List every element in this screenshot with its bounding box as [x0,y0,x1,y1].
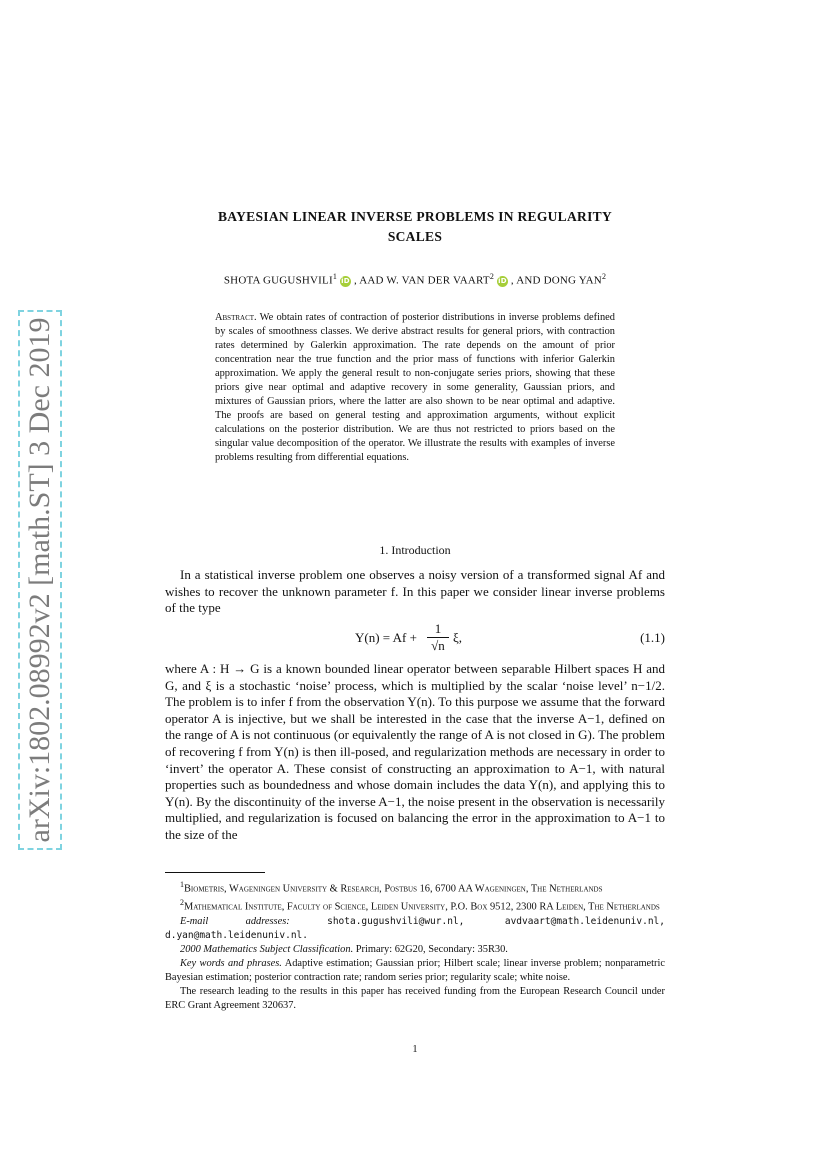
intro-paragraph-1: In a statistical inverse problem one observes a noisy version of a transformed signal Af and wishes to recover the unknown parameter f. In this paper we consider linear inverse problems of the type [165,567,665,616]
abstract-text: We obtain rates of contraction of posterior distributions in inverse problems defined by scales of smoothness classes. We derive abstract results for general priors, with contraction rates determined by Galerkin approximation. The rate depends on the amount of prior concentration near the true function and the prior mass of functions with inferior Galerkin approximation. We apply the general result to non-conjugate series priors, showing that these priors give near optimal and adaptive recovery in some generality, Gaussian priors, and mixtures of Gaussian priors, where the latter are also shown to be near optimal and adaptive. The proofs are based on general testing and approximation arguments, without explicit calculations on the posterior distribution. We are thus not restricted to priors based on the singular value decomposition of the operator. We illustrate the results with examples of inverse problems resulting from differential equations. [215,312,615,463]
title-line-2: SCALES [387,229,443,244]
equation-tail: ξ, [453,630,463,645]
arxiv-stamp [10,310,70,850]
footnote-1: $^1$Biometris, Wageningen University & Research, Postbus 16, 6700 AA Wageningen, The Netherlands [180,880,603,895]
orcid-icon[interactable]: iD [341,276,350,285]
intro-paragraph-2: where A : H → G is a known bounded linear operator between separable Hilbert spaces H and G, and ξ is a stochastic ‘noise’ process, which is multiplied by the scalar ‘noise level’ n−1/2. The problem is to infer f from the observation Y(n). To this purpose we assume that the forward operator A is injective, but we shall be interested in the case that the inverse A−1, defined on the range of A is not continuous (or equivalently the range of A is not closed in G). The problem of recovering f from Y(n) is then ill-posed, and regularization methods are necessary in order to ‘invert’ the operator A. These consist of constructing an approximation to A−1, with natural properties such as boundedness and whose domain includes the data Y(n), and applying this to Y(n). By the discontinuity of the inverse A−1, the noise present in the observation is necessarily multiplied, and regularization is focused on balancing the error in the approximation to A−1 to the size of the [165,661,665,842]
abstract [215,311,615,465]
equation-lhs: Y(n) = Af + [355,630,417,645]
footnotes [165,878,665,1013]
page-number: 1 [412,1044,418,1055]
footnote-2: $^2$Mathematical Institute, Faculty of Science, Leiden University, P.O. Box 9512, 2300 RA Leiden, The Netherlands [180,898,660,913]
msc-classification: 2000 Mathematics Subject Classification. Primary: 62G20, Secondary: 35R30. [180,943,508,955]
equation-number: (1.1) [640,630,665,645]
paper-title [165,207,665,247]
author-line: SHOTA GUGUSHVILI$^1$ iD , AAD W. VAN DER VAART$^2$ iD , AND DONG YAN$^2$ [223,272,607,287]
equation-1-1 [165,622,665,658]
author-1: SHOTA GUGUSHVILI [223,274,333,287]
equation-fraction: 1 √n [427,622,449,653]
email-list[interactable]: shota.gugushvili@wur.nl, avdvaart@math.leidenuniv.nl, d.yan@math.leidenuniv.nl. [165,915,665,941]
author-3: , AND DONG YAN [510,274,602,287]
author-2: , AAD W. VAN DER VAART [353,274,490,287]
arxiv-stamp-text: arXiv:1802.08992v2 [math.ST] 3 Dec 2019 [23,317,56,843]
orcid-icon[interactable]: iD [498,276,507,285]
funding-note: The research leading to the results in this paper has received funding from the European Research Council under ERC Grant Agreement 320637. [165,985,665,1011]
keywords: Key words and phrases. Adaptive estimation; Gaussian prior; Hilbert scale; linear inverse problem; nonparametric Bayesian estimation; posterior contraction rate; random series prior; regularity scale; white noise. [165,957,665,983]
footnote-rule [165,872,265,873]
section-heading: 1. Introduction [379,543,451,557]
abstract-label: Abstract. [215,312,257,323]
email-addresses: E-mail addresses: shota.gugushvili@wur.nl, avdvaart@math.leidenuniv.nl, d.yan@math.leidenuniv.nl. [165,915,665,941]
title-line-1: BAYESIAN LINEAR INVERSE PROBLEMS IN REGULARITY [217,209,612,224]
